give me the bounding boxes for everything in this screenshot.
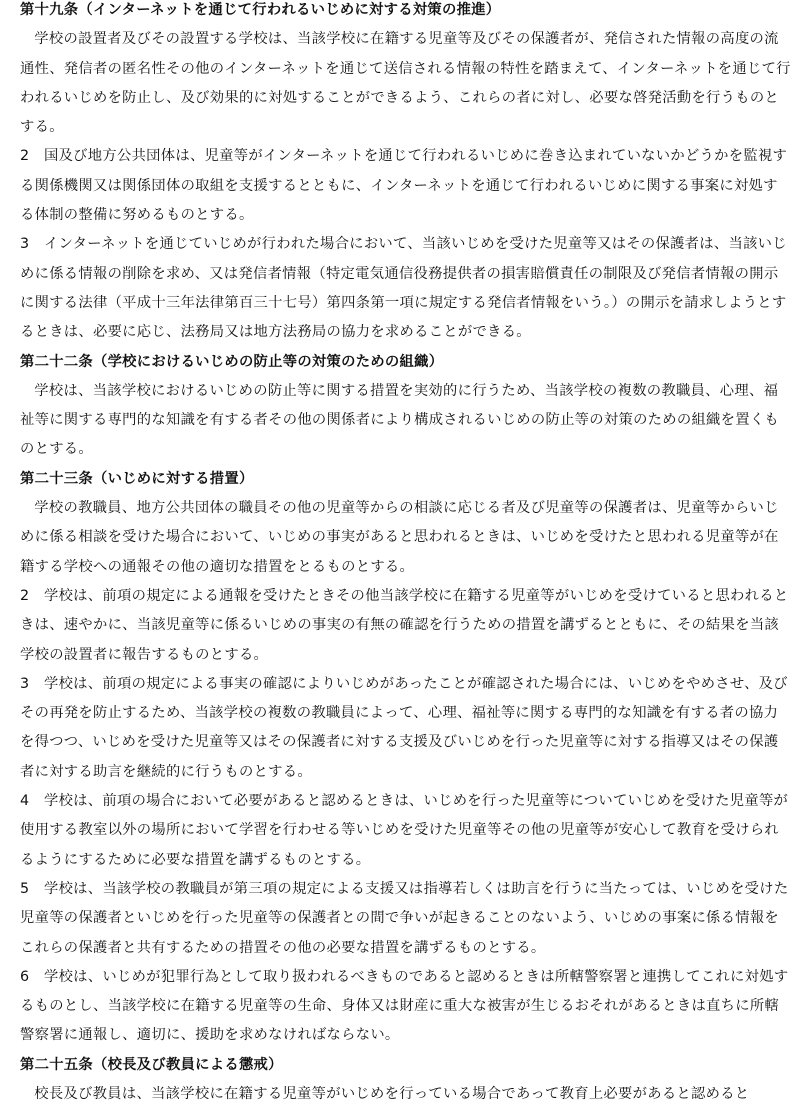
article-paragraph: 6 学校は、いじめが犯罪行為として取り扱われるべきものであると認めるときは所轄警察署と連携してこれに対処するものとし、当該学校に在籍する児童等の生命、身体又は財産に重大な被害が生じるおそれがあるときは直ちに所轄警察署に通報し、適切に、援助を求めなければならない。: [20, 968, 789, 1044]
article-paragraph: 3 学校は、前項の規定による事実の確認によりいじめがあったことが確認された場合には、いじめをやめさせ、及びその再発を防止するため、当該学校の複数の教職員によって、心理、福祉等に関する専門的な知識を有する者の協力を得つつ、いじめを受けた児童等又はその保護者に対する支援及びいじめを行った児童等に対する指導又はその保護者に対する助言を継続的に行うものとする。: [20, 675, 788, 780]
article-paragraph: 2 学校は、前項の規定による通報を受けたときその他当該学校に在籍する児童等がいじめを受けていると思われるときは、速やかに、当該児童等に係るいじめの事実の有無の確認を行うための措置を講ずるとともに、その結果を当該学校の設置者に報告するものとする。: [20, 587, 789, 663]
article-22: [20, 348, 792, 465]
article-23: [20, 465, 792, 1051]
article-heading: 第二十五条（校長及び教員による懲戒）: [20, 1056, 283, 1073]
article-heading: 第二十三条（いじめに対する措置）: [20, 470, 254, 487]
article-heading: 第十九条（インターネットを通じて行われるいじめに対する対策の推進）: [20, 2, 501, 18]
article-paragraph: 学校は、当該学校におけるいじめの防止等に関する措置を実効的に行うため、当該学校の複数の教職員、心理、福祉等に関する専門的な知識を有する者その他の関係者により構成されるいじめの防止等の対策のための組織を置くものとする。: [20, 382, 780, 458]
article-heading: 第二十二条（学校におけるいじめの防止等の対策のための組織）: [20, 353, 444, 370]
article-25: [20, 1051, 792, 1110]
article-paragraph: 3 インターネットを通じていじめが行われた場合において、当該いじめを受けた児童等又はその保護者は、当該いじめに係る情報の削除を求め、又は発信者情報（特定電気通信役務提供者の損害賠償責任の制限及び発信者情報の開示に関する法律（平成十三年法律第百三十七号）第四条第一項に規定する発信者情報をいう。）の開示を請求しようとするときは、必要に応じ、法務局又は地方法務局の協力を求めることができる。: [20, 236, 787, 341]
article-19: [20, 0, 792, 348]
article-paragraph: 5 学校は、当該学校の教職員が第三項の規定による支援又は指導若しくは助言を行うに当たっては、いじめを受けた児童等の保護者といじめを行った児童等の保護者との間で争いが起きることのないよう、いじめの事案に係る情報をこれらの保護者と共有するための措置その他の必要な措置を講ずるものとする。: [20, 880, 789, 956]
article-paragraph: 2 国及び地方公共団体は、児童等がインターネットを通じて行われるいじめに巻き込まれていないかどうかを監視する関係機関又は関係団体の取組を支援するとともに、インターネットを通じて行われるいじめに関する事案に対処する体制の整備に努めるものとする。: [20, 148, 788, 224]
article-paragraph: 4 学校は、前項の場合において必要があると認めるときは、いじめを行った児童等についていじめを受けた児童等が使用する教室以外の場所において学習を行わせる等いじめを受けた児童等その他の児童等が安心して教育を受けられるようにするために必要な措置を講ずるものとする。: [20, 793, 789, 868]
article-paragraph: 校長及び教員は、当該学校に在籍する児童等がいじめを行っている場合であって教育上必要があると認めると: [34, 1085, 750, 1102]
article-paragraph: 学校の設置者及びその設置する学校は、当該学校に在籍する児童等及びその保護者が、発信された情報の高度の流通性、発信者の匿名性その他のインターネットを通じて送信される情報の特性を踏まえて、インターネットを通じて行われるいじめを防止し、及び効果的に対処することができるよう、これらの者に対し、必要な啓発活動を行うものとする。: [20, 31, 791, 136]
article-paragraph: 学校の教職員、地方公共団体の職員その他の児童等からの相談に応じる者及び児童等の保護者は、児童等からいじめに係る相談を受けた場合において、いじめの事実があると思われるときは、いじめを受けたと思われる児童等が在籍する学校への通報その他の適切な措置をとるものとする。: [20, 500, 779, 575]
